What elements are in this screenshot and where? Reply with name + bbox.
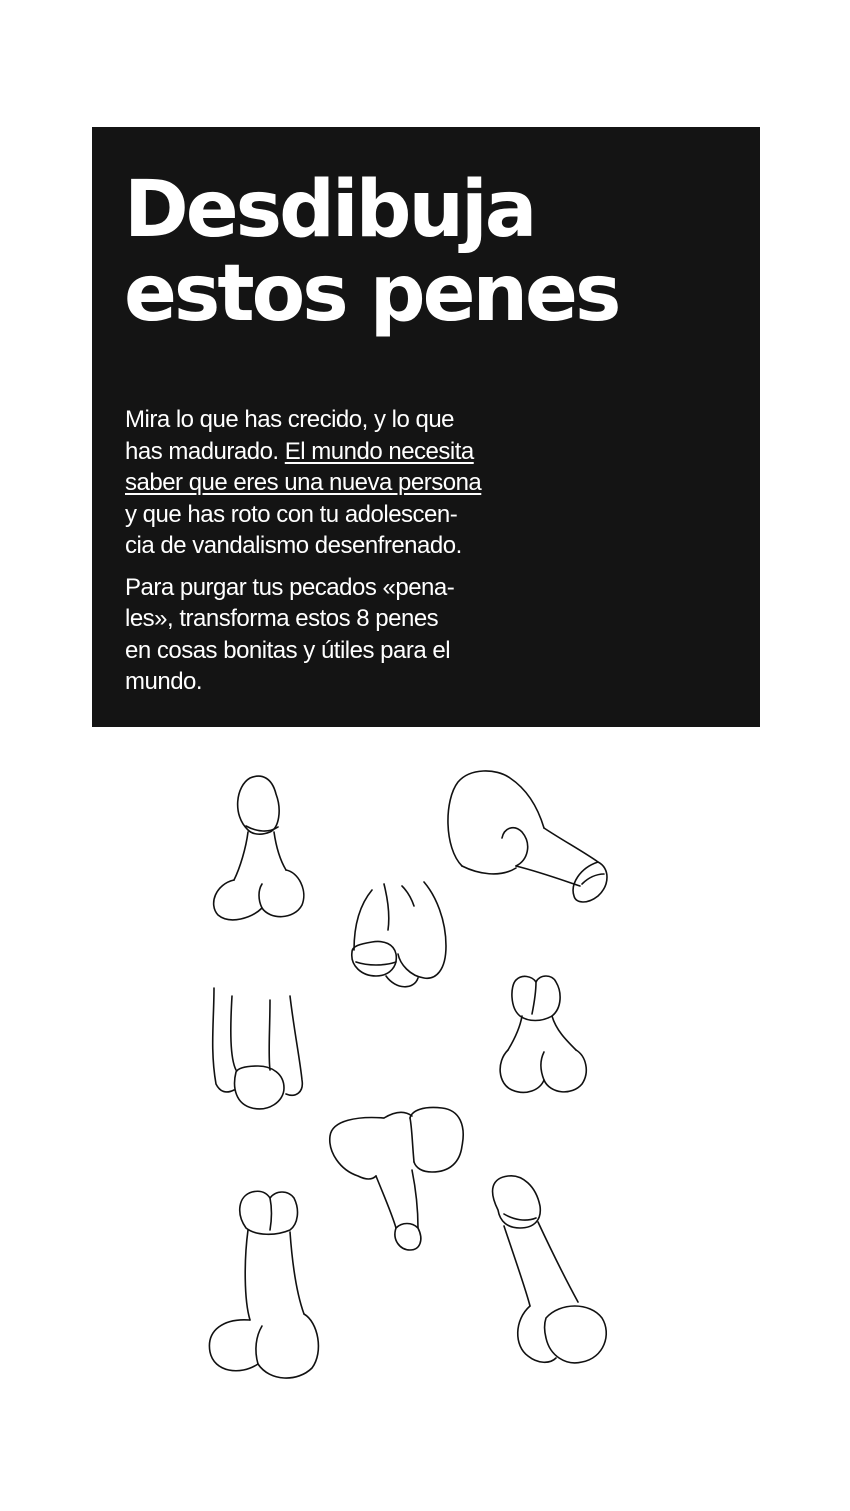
intro-text [125, 404, 555, 698]
doodle-1 [214, 776, 304, 920]
page-title [124, 165, 619, 339]
doodle-5 [500, 976, 586, 1092]
intro-line: y que has roto con tu adolescen- [125, 500, 458, 528]
underlined-phrase: El mundo necesita [284, 437, 474, 465]
intro-line: les», transforma estos 8 penes [125, 605, 439, 632]
doodle-3 [352, 882, 446, 987]
intro-line: Mira lo que has crecido, y lo que [125, 406, 455, 433]
doodle-8 [493, 1176, 607, 1363]
doodle-7 [209, 1191, 318, 1378]
intro-paragraph-2 [125, 572, 555, 698]
title-line-1: Desdibuja [124, 165, 535, 255]
doodle-6 [330, 1107, 463, 1250]
intro-text-segment: has madurado. [125, 437, 285, 465]
doodle-2 [448, 771, 607, 902]
intro-line: Para purgar tus pecados «pena- [125, 573, 455, 601]
intro-paragraph-1 [125, 404, 555, 562]
title-line-2: estos penes [124, 249, 619, 339]
intro-line: mundo. [125, 668, 203, 695]
doodle-4 [213, 988, 303, 1109]
intro-line: cia de vandalismo desenfrenado. [125, 532, 462, 559]
intro-line: en cosas bonitas y útiles para el [125, 636, 451, 664]
underlined-phrase: saber que eres una nueva persona [125, 469, 482, 496]
intro-line [125, 436, 555, 468]
